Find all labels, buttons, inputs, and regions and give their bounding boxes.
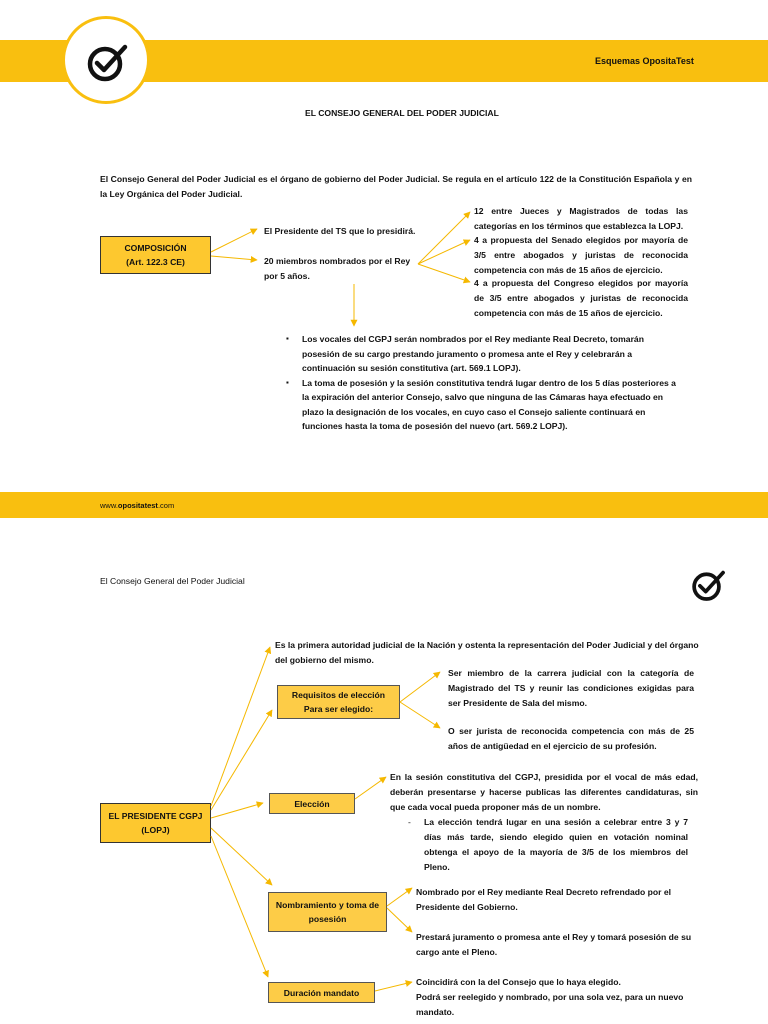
nombramiento-item-juramento: Prestará juramento o promesa ante el Rey y tomará posesión de su cargo ante el Pleno.: [416, 932, 692, 957]
brand-name: Esquemas OpositaTest: [595, 56, 694, 66]
bullet-item: ▪ Los vocales del CGPJ serán nombrados por el Rey mediante Real Decreto, tomarán posesión de su cargo prestando juramento o promesa ante el Rey y celebrarán a continuación su sesión constitutiva (art. 569.1 LOPJ).: [302, 332, 680, 376]
eleccion-box: Elección: [269, 793, 355, 814]
requisitos-label: Requisitos de elección: [291, 690, 386, 700]
page-title: EL CONSEJO GENERAL DEL PODER JUDICIAL: [305, 108, 499, 118]
requisito-jurista: O ser jurista de reconocida competencia con más de 25 años de antigüedad en el ejercicio de su profesión.: [448, 726, 694, 751]
presidente-ts-text: El Presidente del TS que lo presidirá.: [264, 226, 416, 236]
arrow: [418, 240, 470, 264]
eleccion-dash-text: La elección tendrá lugar en una sesión a celebrar entre 3 y 7 días más tarde, siendo elegido quien en votación nominal obtenga el apoyo de la mayoría de 3/5 de los miembros del Pleno.: [424, 817, 688, 872]
miembros-text: 20 miembros nombrados por el Rey por 5 años.: [264, 256, 411, 281]
arrow: [211, 828, 272, 885]
arrow: [375, 982, 412, 991]
footer-url-suffix: .com: [157, 501, 175, 510]
arrow: [418, 212, 470, 264]
requisito-magistrado: Ser miembro de la carrera judicial con la categoría de Magistrado del TS y reunir las condiciones exigidas para ser Presidente de Sala del mismo.: [448, 668, 694, 708]
arrow: [211, 836, 268, 977]
arrow: [211, 229, 257, 252]
eleccion-text: En la sesión constitutiva del CGPJ, presidida por el vocal de más edad, deberán presentarse y hacerse publicas las diferentes candidaturas, sin que cada vocal pueda proponer más de un nombre.: [390, 772, 698, 812]
arrow: [211, 803, 263, 818]
arrow: [387, 908, 412, 932]
arrow: [400, 672, 440, 702]
nombramiento-label: Nombramiento y toma de: [275, 900, 380, 910]
presidente-cgpj-law: (LOPJ): [141, 825, 170, 835]
running-title: El Consejo General del Poder Judicial: [100, 576, 245, 586]
arrow: [211, 647, 270, 806]
presidente-cgpj-label: EL PRESIDENTE CGPJ: [108, 811, 203, 821]
primera-autoridad-text: Es la primera autoridad judicial de la Nación y ostenta la representación del Poder Judicial y del órgano del gobierno del mismo.: [275, 640, 699, 665]
bullet-item: ▪ La toma de posesión y la sesión constitutiva tendrá lugar dentro de los 5 días posteriores a la expiración del anterior Consejo, salvo que ninguna de las Cámaras haya efectuado en plazo la designación de los vocales, en cuyo caso el Consejo saliente continuará en funciones hasta la toma de posesión del nuevo (art. 569.2 LOPJ).: [302, 376, 680, 434]
duracion-box: Duración mandato: [268, 982, 375, 1003]
item-congreso: 4 a propuesta del Congreso elegidos por mayoría de 3/5 entre abogados y juristas de reconocida competencia con más de 15 años de ejercicio.: [474, 278, 688, 318]
arrow: [387, 888, 412, 906]
arrow: [355, 777, 386, 799]
intro-paragraph: El Consejo General del Poder Judicial es el órgano de gobierno del Poder Judicial. Se regula en el artículo 122 de la Constitución Española y en la Ley Orgánica del Poder Judicial.: [100, 174, 692, 199]
footer-url-prefix: www.: [100, 501, 118, 510]
arrow: [211, 256, 257, 260]
item-senado: 4 a propuesta del Senado elegidos por mayoría de 3/5 entre abogados y juristas de reconocida competencia con más de 15 años de ejercicio.: [474, 235, 688, 275]
requisitos-sub: Para ser elegido:: [303, 704, 374, 714]
duracion-text-2: Podrá ser reelegido y nombrado, por una sola vez, para un nuevo mandato.: [416, 992, 684, 1017]
composicion-label: COMPOSICIÓN: [124, 243, 187, 253]
item-jueces: 12 entre Jueces y Magistrados de todas las categorías en los términos que establezca la LOPJ.: [474, 206, 688, 231]
arrow: [418, 264, 470, 282]
nombramiento-sub: posesión: [308, 914, 347, 924]
eleccion-dash-marker: -: [408, 817, 411, 827]
duracion-text: Coincidirá con la del Consejo que lo haya elegido.: [416, 977, 621, 987]
nombramiento-item-rey: Nombrado por el Rey mediante Real Decreto refrendado por el Presidente del Gobierno.: [416, 887, 672, 912]
arrow: [400, 702, 440, 728]
footer-url-bold: opositatest: [117, 501, 158, 510]
composicion-article: (Art. 122.3 CE): [126, 257, 185, 267]
